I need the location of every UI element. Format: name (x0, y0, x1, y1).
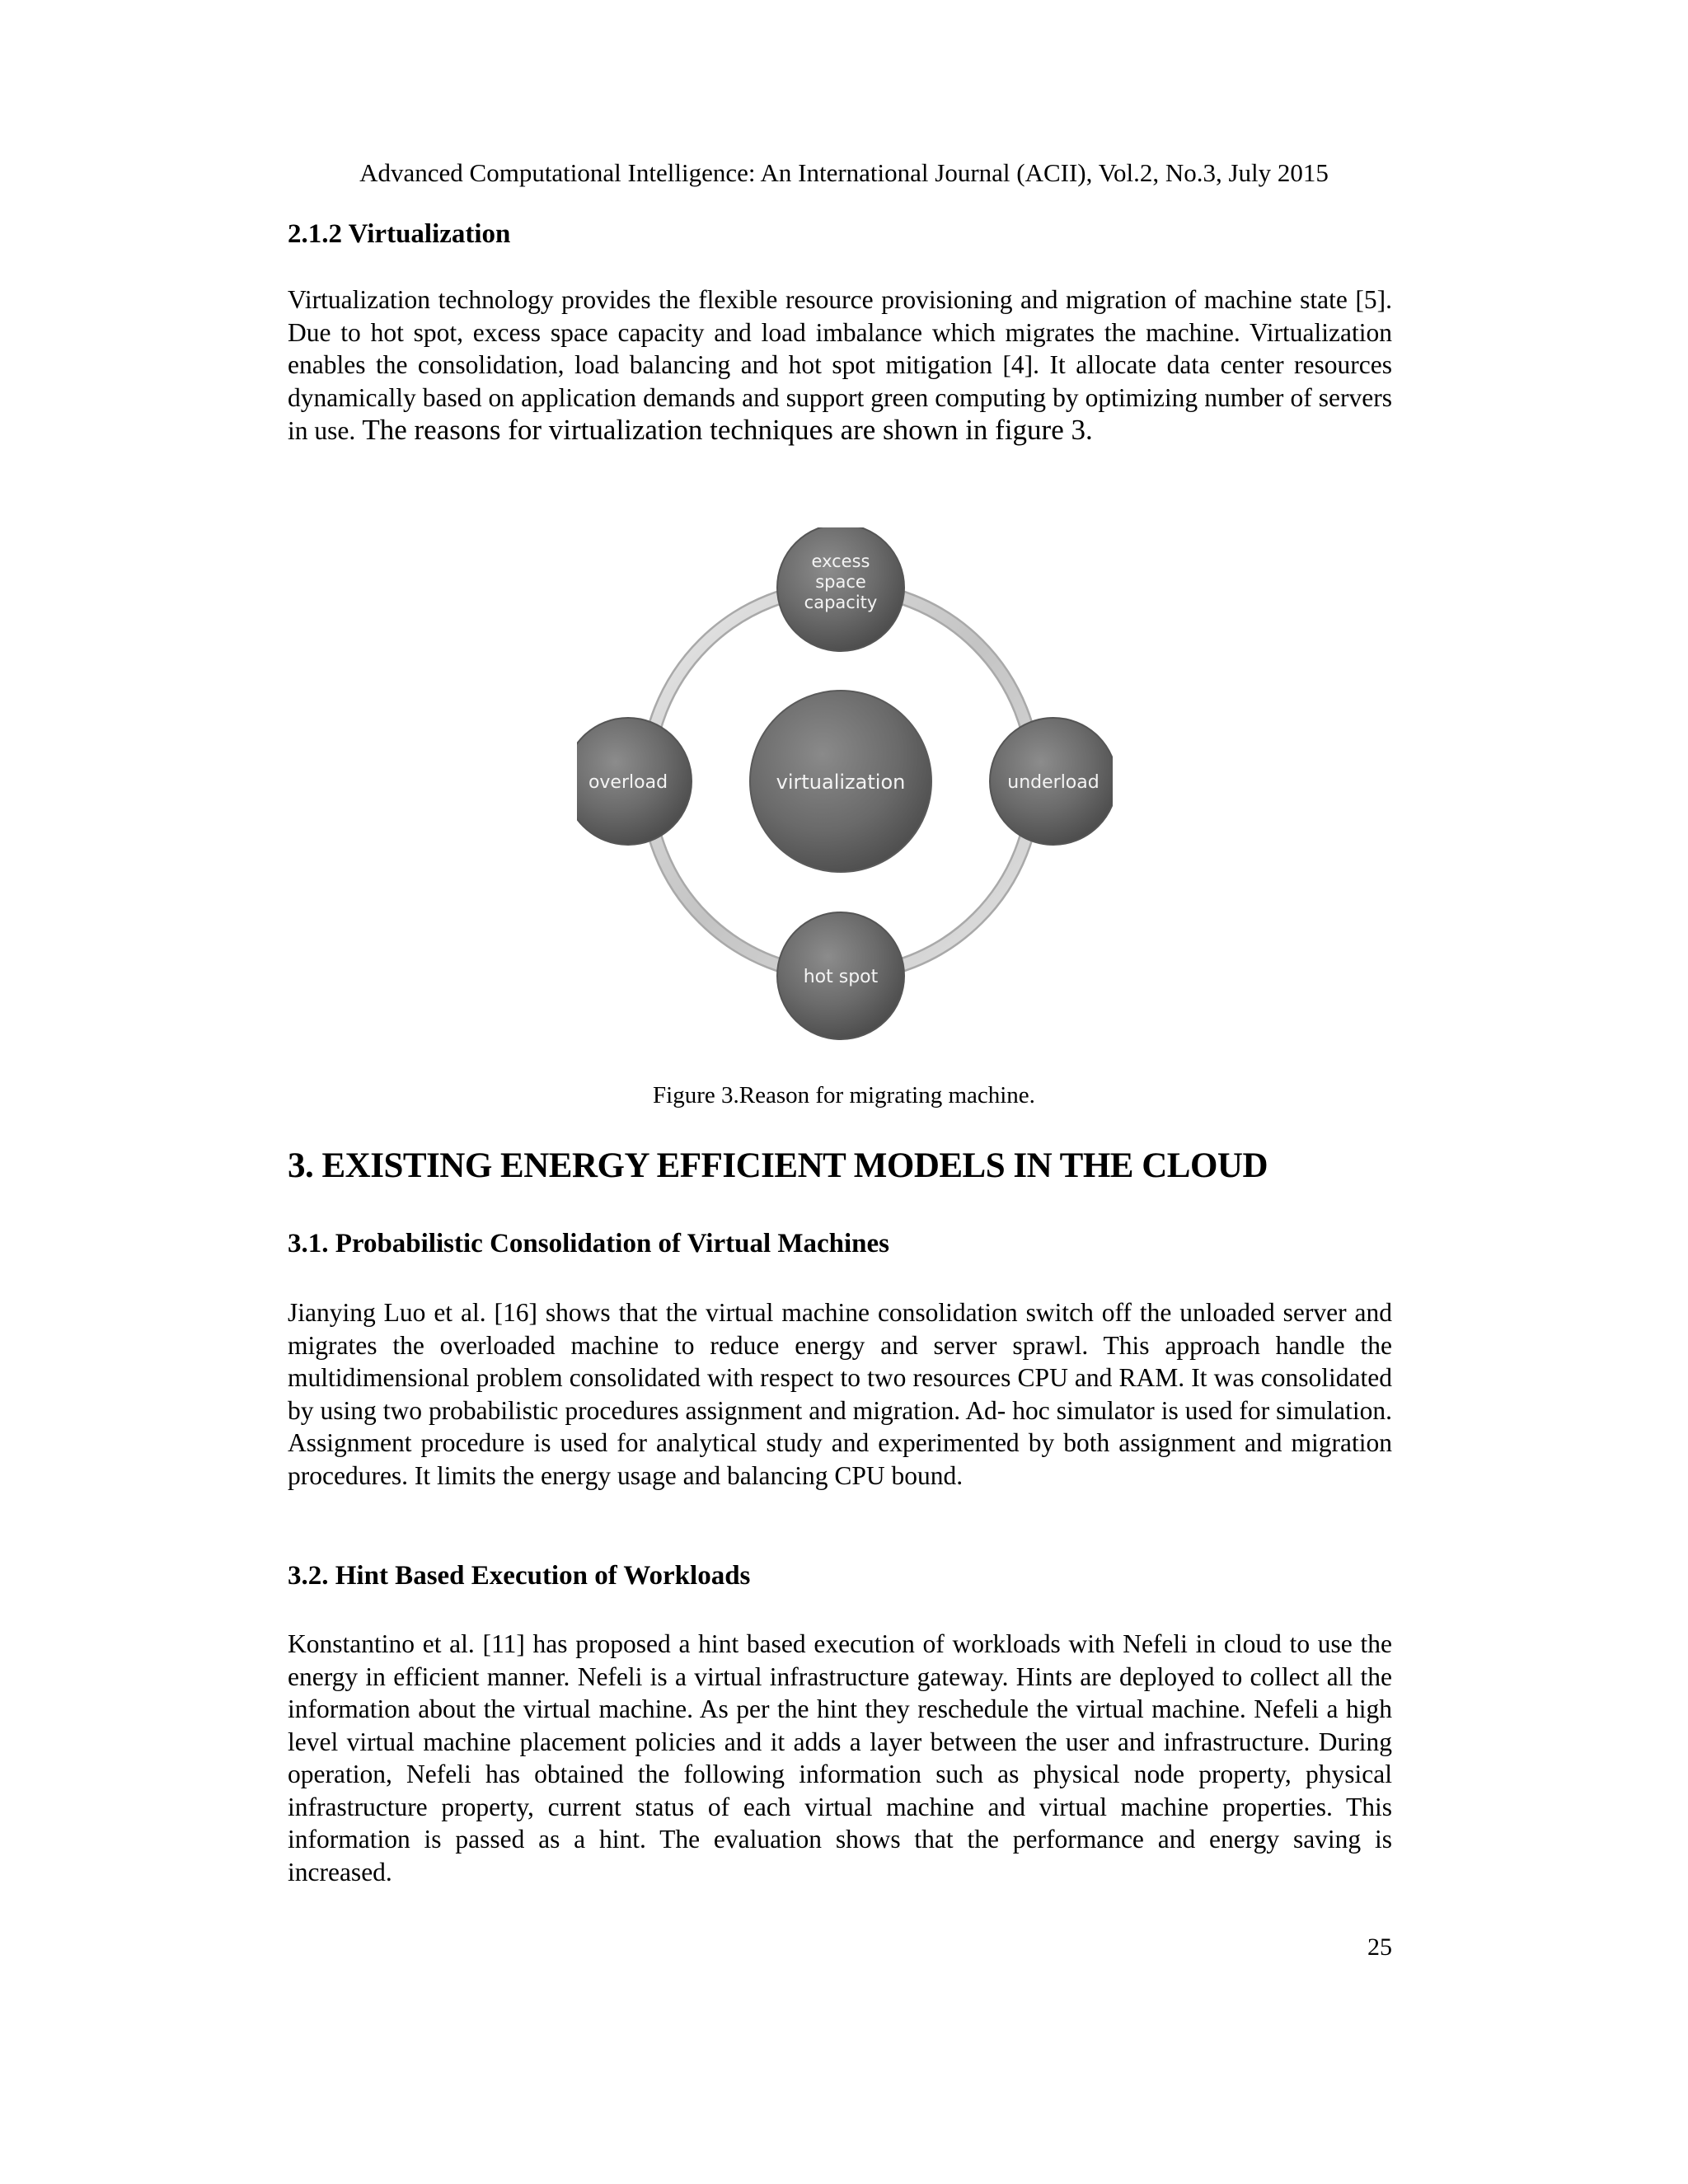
center-node-label: virtualization (776, 771, 906, 794)
figure-3-diagram (577, 527, 1113, 1055)
page-number: 25 (1367, 1933, 1392, 1961)
section-3-heading: 3. EXISTING ENERGY EFFICIENT MODELS IN THE CLOUD (288, 1146, 1268, 1185)
section-2-1-2-heading: 2.1.2 Virtualization (288, 219, 511, 249)
section-3-1-body (288, 1296, 1392, 1492)
section-2-1-2-paragraph-main: Virtualization technology provides the flexible resource provisioning and migration of machine state [5]. Due to hot spot, excess space capacity and load imbalance which migrates the machine. Virtualization enables the consolidation, load balancing and hot spot mitigation [4]. It allocate data center resources dynamically based on application demands and support green computing by optimizing number of servers in use. (288, 285, 1392, 445)
section-2-1-2 (288, 219, 1392, 250)
section-3-1-heading: 3.1. Probabilistic Consolidation of Virtual Machines (288, 1229, 890, 1258)
section-2-1-2-body (288, 284, 1392, 448)
section-3-2-body (288, 1628, 1392, 1888)
excess-space-capacity-label-line-2: space (815, 572, 866, 592)
overload-label: overload (588, 772, 668, 793)
figure-3-caption: Figure 3.Reason for migrating machine. (653, 1082, 1035, 1108)
section-2-1-2-paragraph-tail: The reasons for virtualization techniques are shown in figure 3. (355, 414, 1093, 446)
running-header: Advanced Computational Intelligence: An International Journal (ACII), Vol.2, No.3, July 2015 (359, 158, 1329, 187)
section-3-2-heading: 3.2. Hint Based Execution of Workloads (288, 1561, 751, 1591)
section-3-1 (288, 1229, 1392, 1259)
section-3-2-paragraph: Konstantino et al. [11] has proposed a hint based execution of workloads with Nefeli in cloud to use the energy in efficient manner. Nefeli is a virtual infrastructure gateway. Hints are deployed to collect all the information about the virtual machine. As per the hint they reschedule the virtual machine. Nefeli a high level virtual machine placement policies and it adds a layer between the user and infrastructure. During operation, Nefeli has obtained the following information such as physical node property, physical infrastructure property, current status of each virtual machine and virtual machine properties. This information is passed as a hint. The evaluation shows that the performance and energy saving is increased. (288, 1629, 1392, 1886)
section-3-2 (288, 1561, 1392, 1591)
section-3-1-paragraph: Jianying Luo et al. [16] shows that the virtual machine consolidation switch off the unloaded server and migrates the overloaded machine to reduce energy and server sprawl. This approach handle the multidimensional problem consolidated with respect to two resources CPU and RAM. It was consolidated by using two probabilistic procedures assignment and migration. Ad- hoc simulator is used for simulation. Assignment procedure is used for analytical study and experimented by both assignment and migration procedures. It limits the energy usage and balancing CPU bound. (288, 1298, 1392, 1490)
excess-space-capacity-label-line-1: excess (811, 551, 870, 571)
figure-3-svg (577, 527, 1113, 1055)
section-3 (288, 1146, 1392, 1186)
excess-space-capacity-label-line-3: capacity (804, 593, 878, 612)
underload-label: underload (1007, 772, 1100, 793)
section-2-1-2-paragraph (288, 284, 1392, 448)
hot-spot-label: hot spot (803, 967, 879, 987)
